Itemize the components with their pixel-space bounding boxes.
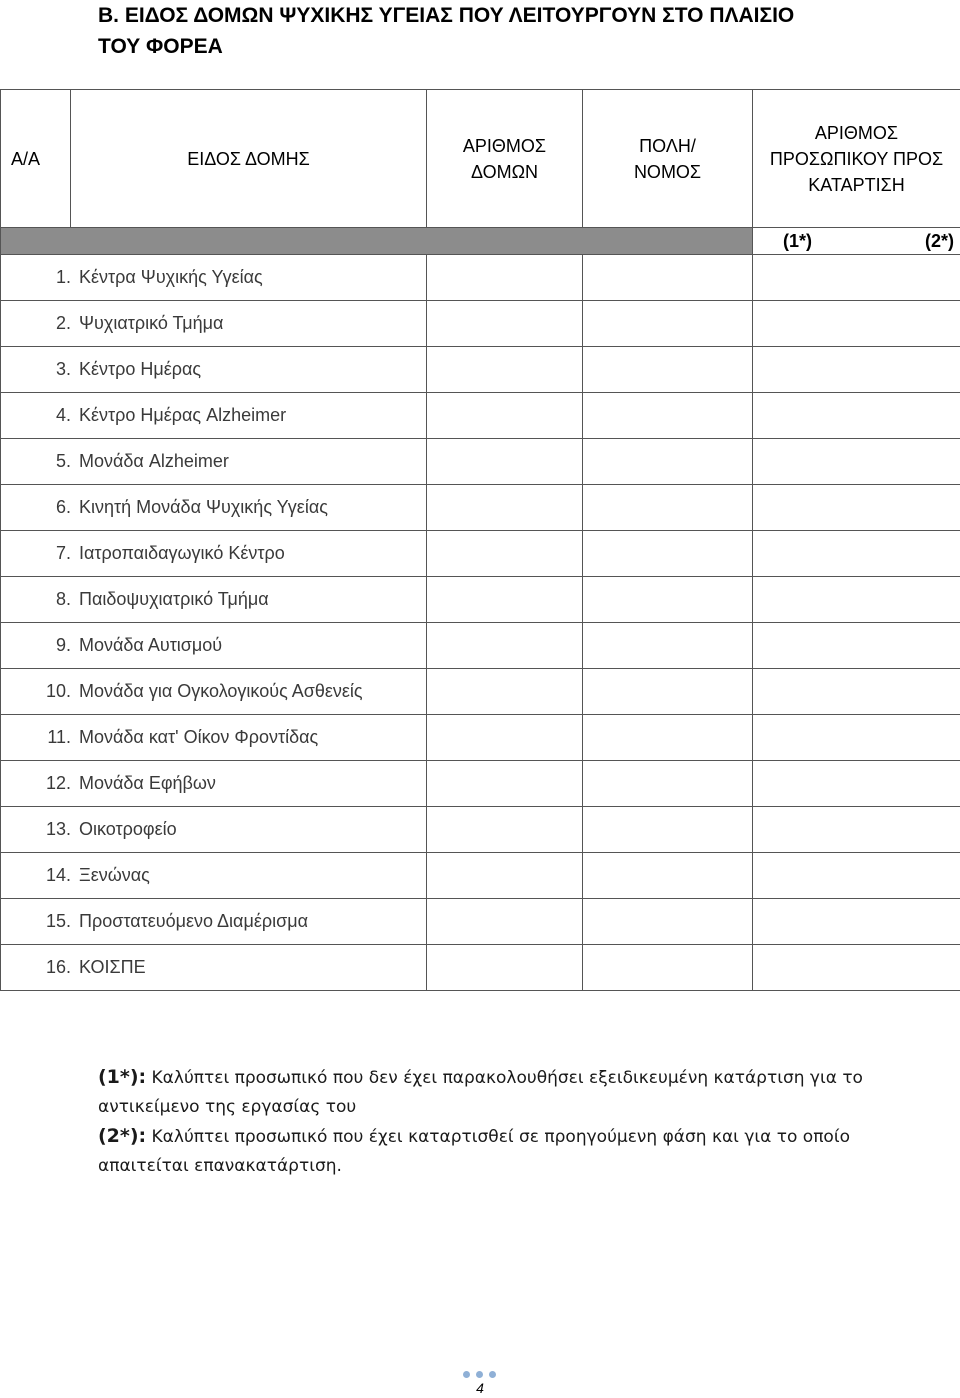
row-number: 1.	[55, 267, 71, 287]
staff-count-cell[interactable]	[753, 623, 960, 669]
staff-count-cell[interactable]	[753, 393, 960, 439]
city-cell[interactable]	[583, 485, 753, 531]
structure-type-cell	[1, 485, 427, 531]
city-cell[interactable]	[583, 439, 753, 485]
structure-type-label: Προστατευόμενο Διαμέρισμα	[79, 911, 308, 931]
city-cell[interactable]	[583, 669, 753, 715]
table-row	[1, 347, 960, 393]
sub-header-col-1: (1*)	[783, 230, 813, 251]
city-cell[interactable]	[583, 807, 753, 853]
footnote-1-text: Καλύπτει προσωπικό που δεν έχει παρακολουθήσει εξειδικευμένη κατάρτιση για το αντικείμενο της εργασίας του	[98, 1068, 863, 1117]
city-cell[interactable]	[583, 301, 753, 347]
structure-count-cell[interactable]	[427, 945, 583, 991]
structure-type-label: Κέντρο Ημέρας Alzheimer	[79, 405, 287, 425]
staff-count-cell[interactable]	[753, 439, 960, 485]
structure-count-cell[interactable]	[427, 531, 583, 577]
table-row	[1, 899, 960, 945]
table-row	[1, 669, 960, 715]
structure-type-cell	[1, 853, 427, 899]
city-cell[interactable]	[583, 531, 753, 577]
staff-count-cell[interactable]	[753, 255, 960, 301]
structure-type-cell	[1, 669, 427, 715]
table-row	[1, 623, 960, 669]
footnote-1	[98, 1063, 878, 1122]
row-number: 15.	[45, 911, 71, 931]
structures-table	[0, 89, 960, 991]
structure-type-cell	[1, 255, 427, 301]
structure-type-cell	[1, 623, 427, 669]
header-structure-type: ΕΙΔΟΣ ΔΟΜΗΣ	[71, 90, 427, 228]
city-cell[interactable]	[583, 761, 753, 807]
table-row	[1, 807, 960, 853]
row-number: 6.	[55, 497, 71, 517]
city-cell[interactable]	[583, 577, 753, 623]
table-row	[1, 255, 960, 301]
section-heading	[98, 0, 918, 62]
structure-type-label: Μονάδα Alzheimer	[79, 451, 229, 471]
table-row	[1, 945, 960, 991]
staff-count-cell[interactable]	[753, 669, 960, 715]
table-row	[1, 301, 960, 347]
structure-type-cell	[1, 577, 427, 623]
structure-count-cell[interactable]	[427, 715, 583, 761]
structure-type-label: Μονάδα κατ' Οίκον Φροντίδας	[79, 727, 319, 747]
staff-count-cell[interactable]	[753, 347, 960, 393]
structure-type-label: ΚΟΙΣΠΕ	[79, 957, 146, 977]
city-cell[interactable]	[583, 393, 753, 439]
page-number: 4	[476, 1380, 484, 1396]
table-row	[1, 439, 960, 485]
dot-icon	[463, 1371, 470, 1378]
staff-count-cell[interactable]	[753, 899, 960, 945]
structure-type-label: Μονάδα Εφήβων	[79, 773, 216, 793]
staff-count-cell[interactable]	[753, 853, 960, 899]
structure-count-cell[interactable]	[427, 623, 583, 669]
table-row	[1, 715, 960, 761]
row-number: 13.	[45, 819, 71, 839]
city-cell[interactable]	[583, 945, 753, 991]
structure-type-label: Κινητή Μονάδα Ψυχικής Υγείας	[79, 497, 328, 517]
table-row	[1, 577, 960, 623]
structure-type-cell	[1, 531, 427, 577]
page-dots-ornament	[463, 1371, 496, 1378]
sub-header-col-2: (2*)	[924, 230, 954, 251]
staff-count-cell[interactable]	[753, 531, 960, 577]
structure-type-cell	[1, 807, 427, 853]
table-row	[1, 761, 960, 807]
structure-count-cell[interactable]	[427, 669, 583, 715]
row-number: 3.	[55, 359, 71, 379]
header-aa: Α/Α	[1, 90, 71, 228]
row-number: 14.	[45, 865, 71, 885]
table-row	[1, 393, 960, 439]
structure-type-label: Μονάδα για Ογκολογικούς Ασθενείς	[79, 681, 363, 701]
row-number: 5.	[55, 451, 71, 471]
sub-header-row	[1, 228, 960, 255]
row-number: 2.	[55, 313, 71, 333]
city-cell[interactable]	[583, 715, 753, 761]
city-cell[interactable]	[583, 255, 753, 301]
structure-type-label: Παιδοψυχιατρικό Τμήμα	[79, 589, 269, 609]
structure-type-cell	[1, 347, 427, 393]
structure-type-label: Οικοτροφείο	[79, 819, 177, 839]
staff-count-cell[interactable]	[753, 945, 960, 991]
header-structure-count: ΑΡΙΘΜΟΣ ΔΟΜΩΝ	[427, 90, 583, 228]
structure-type-label: Μονάδα Αυτισμού	[79, 635, 223, 655]
table-row	[1, 485, 960, 531]
structure-type-label: Κέντρα Ψυχικής Υγείας	[79, 267, 263, 287]
structure-type-label: Ξενώνας	[79, 865, 150, 885]
sub-header-staff	[753, 228, 960, 255]
structure-type-cell	[1, 945, 427, 991]
city-cell[interactable]	[583, 347, 753, 393]
structure-count-cell[interactable]	[427, 807, 583, 853]
table-header-row	[1, 90, 960, 228]
structure-count-cell[interactable]	[427, 255, 583, 301]
structure-type-cell	[1, 301, 427, 347]
dot-icon	[489, 1371, 496, 1378]
row-number: 8.	[55, 589, 71, 609]
structure-type-label: Ψυχιατρικό Τμήμα	[79, 313, 224, 333]
heading-line-2: ΤΟΥ ΦΟΡΕΑ	[98, 35, 223, 58]
structure-count-cell[interactable]	[427, 577, 583, 623]
staff-count-cell[interactable]	[753, 807, 960, 853]
sub-header-shade	[1, 228, 753, 255]
structure-count-cell[interactable]	[427, 485, 583, 531]
footnote-2-text: Καλύπτει προσωπικό που έχει καταρτισθεί σε προηγούμενη φάση και για το οποίο απαιτείται επανακατάρτιση.	[98, 1127, 850, 1176]
staff-count-cell[interactable]	[753, 485, 960, 531]
row-number: 10.	[45, 681, 71, 701]
header-staff-count: ΑΡΙΘΜΟΣ ΠΡΟΣΩΠΙΚΟΥ ΠΡΟΣ ΚΑΤΑΡΤΙΣΗ	[753, 90, 960, 228]
structure-count-cell[interactable]	[427, 393, 583, 439]
structure-type-cell	[1, 393, 427, 439]
staff-count-cell[interactable]	[753, 715, 960, 761]
structure-type-cell	[1, 761, 427, 807]
row-number: 12.	[45, 773, 71, 793]
structure-type-cell	[1, 899, 427, 945]
footnotes	[98, 1063, 878, 1181]
structure-count-cell[interactable]	[427, 761, 583, 807]
table-row	[1, 853, 960, 899]
dot-icon	[476, 1371, 483, 1378]
row-number: 4.	[55, 405, 71, 425]
structure-count-cell[interactable]	[427, 899, 583, 945]
footnote-1-key: (1*):	[98, 1066, 147, 1088]
row-number: 9.	[55, 635, 71, 655]
row-number: 16.	[45, 957, 71, 977]
staff-count-cell[interactable]	[753, 577, 960, 623]
structure-count-cell[interactable]	[427, 347, 583, 393]
structure-count-cell[interactable]	[427, 301, 583, 347]
row-number: 11.	[47, 727, 71, 747]
footnote-2	[98, 1122, 878, 1181]
city-cell[interactable]	[583, 853, 753, 899]
structure-count-cell[interactable]	[427, 853, 583, 899]
structure-count-cell[interactable]	[427, 439, 583, 485]
staff-count-cell[interactable]	[753, 301, 960, 347]
city-cell[interactable]	[583, 899, 753, 945]
header-city: ΠΟΛΗ/ ΝΟΜΟΣ	[583, 90, 753, 228]
city-cell[interactable]	[583, 623, 753, 669]
structure-type-cell	[1, 715, 427, 761]
structure-type-label: Ιατροπαιδαγωγικό Κέντρο	[79, 543, 285, 563]
row-number: 7.	[55, 543, 71, 563]
footnote-2-key: (2*):	[98, 1125, 147, 1147]
table-row	[1, 531, 960, 577]
structure-type-label: Κέντρο Ημέρας	[79, 359, 202, 379]
heading-line-1: B. ΕΙΔΟΣ ΔΟΜΩΝ ΨΥΧΙΚΗΣ ΥΓΕΙΑΣ ΠΟΥ ΛΕΙΤΟΥΡΓΟΥΝ ΣΤΟ ΠΛΑΙΣΙΟ	[98, 4, 795, 27]
structure-type-cell	[1, 439, 427, 485]
staff-count-cell[interactable]	[753, 761, 960, 807]
